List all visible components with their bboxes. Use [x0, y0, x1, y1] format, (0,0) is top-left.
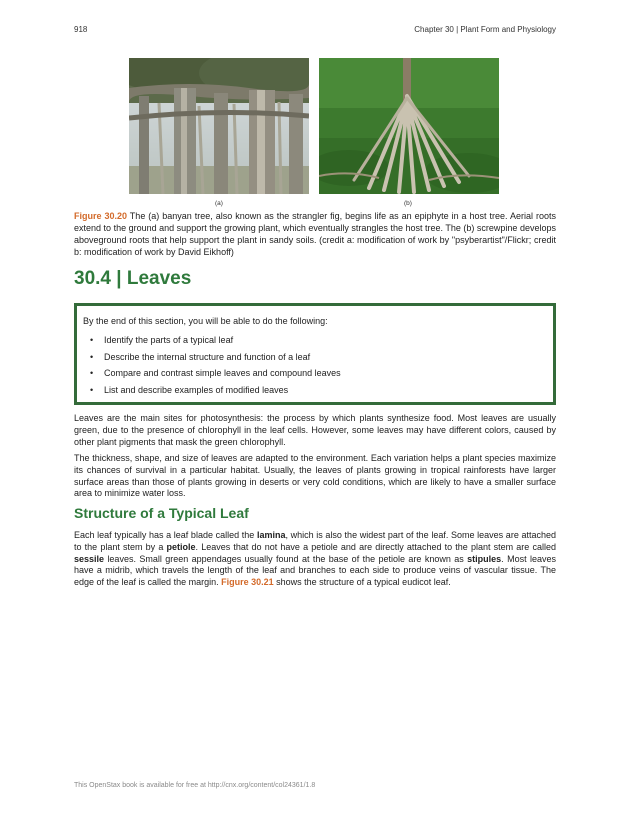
term-lamina: lamina	[256, 530, 286, 540]
list-item	[90, 367, 341, 384]
subfigure-label-b: (b)	[404, 200, 412, 207]
objective-text: Identify the parts of a typical leaf	[104, 335, 234, 345]
paragraph-leaf-structure	[74, 530, 556, 589]
objectives-intro: By the end of this section, you will be able to do the following:	[83, 316, 328, 326]
bullet-icon: •	[90, 335, 94, 345]
figure-caption	[74, 210, 556, 258]
bullet-icon: •	[90, 351, 94, 362]
objectives-list	[90, 334, 341, 400]
figure-30-21-link[interactable]: Figure 30.21	[221, 577, 274, 588]
page-number: 918	[74, 25, 88, 34]
list-item	[90, 351, 341, 368]
chapter-header: Chapter 30 | Plant Form and Physiology	[414, 25, 556, 34]
text-run: Each leaf typically has a leaf blade called the	[74, 530, 257, 540]
paragraph-adaptation: The thickness, shape, and size of leaves are adapted to the environment. Each variation helps a plant species maximize its chances of survival in a particular habitat. Usually, the leaves of plants growing in tropical rainforests have larger surface areas than those of plants growing in deserts or very cold conditions, which are likely to have a smaller surface area to minimize water loss.	[74, 453, 556, 499]
objective-text: List and describe examples of modified leaves	[104, 384, 289, 395]
bullet-icon: •	[90, 384, 94, 395]
objective-text: Describe the internal structure and function of a leaf	[104, 351, 311, 362]
bullet-icon: •	[90, 368, 94, 378]
section-separator: |	[110, 268, 127, 289]
figure-reference: Figure 30.20	[74, 211, 127, 221]
section-name: Leaves	[126, 268, 192, 289]
caption-text: The (a) banyan tree, also known as the strangler fig, begins life as an epiphyte in a host tree. Aerial roots extend to the ground and support the growing plant, which eventually strangles the host tree. The (b) screwpine develops aboveground roots that help support the plant in sandy soils. (credit a: modification of work by "psyberartist"/Flickr; credit b: modification of work by David Eikhoff)	[74, 211, 556, 257]
objective-text: Compare and contrast simple leaves and compound leaves	[104, 368, 341, 378]
section-title	[74, 268, 191, 290]
text-run: . Most leaves have a midrib, which travels the length of the leaf and branches to each side to produce veins of vascular tissue. The edge of the leaf is called the margin.	[74, 553, 556, 588]
learning-objectives-box	[74, 303, 556, 405]
footer-text: This OpenStax book is available for free at http://cnx.org/content/col24361/1.8	[74, 782, 316, 789]
screwpine-photo	[319, 58, 499, 194]
text-run: , which is also the widest part of the leaf. Some leaves are attached to the plant stem by a	[74, 530, 556, 552]
list-item	[90, 334, 341, 351]
subsection-title: Structure of a Typical Leaf	[74, 505, 249, 521]
paragraph-photosynthesis: Leaves are the main sites for photosynthesis: the process by which plants synthesize food. Most leaves are usually green, due to the presence of chlorophyll in the leaf cells. However, some leaves may have different colors, caused by other plant pigments that mask the green chlorophyll.	[74, 413, 556, 447]
term-stipules: stipules	[467, 553, 502, 564]
text-run: . Leaves that do not have a petiole and are directly attached to the plant stem are called	[195, 541, 556, 552]
text-run: shows the structure of a typical eudicot leaf.	[273, 577, 451, 588]
banyan-tree-photo	[129, 58, 309, 194]
list-item	[90, 384, 341, 401]
section-number: 30.4	[74, 268, 111, 289]
text-run: leaves. Small green appendages usually found at the base of the petiole are known as	[104, 553, 468, 564]
subfigure-label-a: (a)	[215, 200, 223, 207]
term-petiole: petiole	[166, 541, 196, 552]
term-sessile: sessile	[74, 553, 105, 564]
